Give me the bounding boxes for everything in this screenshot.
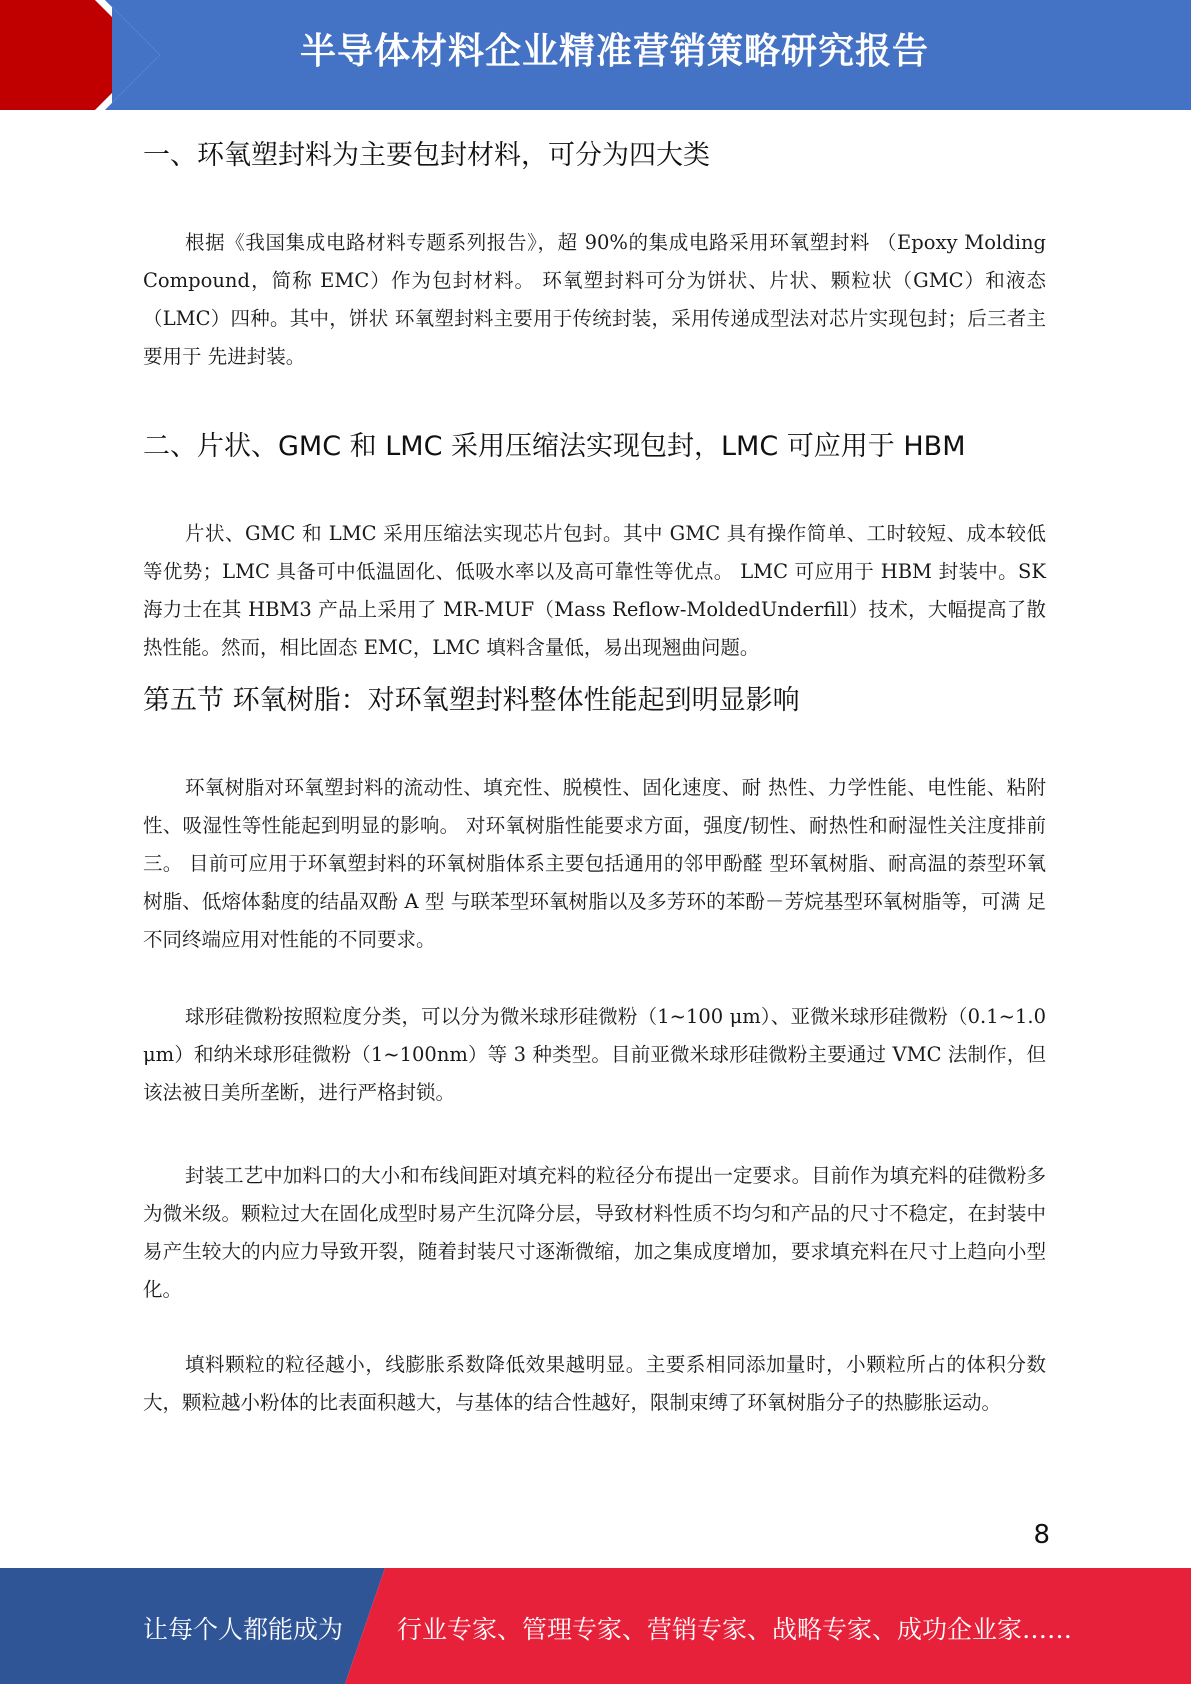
footer-slogan-left: 让每个人都能成为 xyxy=(143,1615,344,1644)
section-3-paragraph-2: 球形硅微粉按照粒度分类，可以分为微米球形硅微粉（1~100 μm）、亚微米球形硅微粉（0.1~1.0 μm）和纳米球形硅微粉（1~100nm）等 3 种类型。目前亚微米球形硅微粉主要通过 VMC 法制作，但该法被日美所垄断，进行严格封锁。 xyxy=(143,1005,1046,1104)
section-heading-3: 第五节 环氧树脂：对环氧塑封料整体性能起到明显影响 xyxy=(143,685,800,716)
report-title: 半导体材料企业精准营销策略研究报告 xyxy=(300,31,930,72)
page-footer xyxy=(0,1568,1191,1684)
section-heading-1: 一、环氧塑封料为主要包封材料，可分为四大类 xyxy=(143,140,710,171)
section-1-paragraph-1: 根据《我国集成电路材料专题系列报告》，超 90%的集成电路采用环氧塑封料 （Epoxy Molding Compound，简称 EMC）作为包封材料。 环氧塑封料可分为饼状、片状、颗粒状（GMC）和液态（LMC）四种。其中，饼状 环氧塑封料主要用于传统封装，采用传递成型法对芯片实现包封；后三者主要用于 先进封装。 xyxy=(143,231,1046,368)
section-3-paragraph-3: 封装工艺中加料口的大小和布线间距对填充料的粒径分布提出一定要求。目前作为填充料的硅微粉多为微米级。颗粒过大在固化成型时易产生沉降分层，导致材料性质不均匀和产品的尺寸不稳定，在封装中易产生较大的内应力导致开裂，随着封装尺寸逐渐微缩，加之集成度增加，要求填充料在尺寸上趋向小型化。 xyxy=(143,1164,1046,1301)
section-3-paragraph-4: 填料颗粒的粒径越小，线膨胀系数降低效果越明显。主要系相同添加量时，小颗粒所占的体积分数大，颗粒越小粉体的比表面积越大，与基体的结合性越好，限制束缚了环氧树脂分子的热膨胀运动。 xyxy=(143,1353,1046,1414)
section-3-paragraph-1: 环氧树脂对环氧塑封料的流动性、填充性、脱模性、固化速度、耐 热性、力学性能、电性能、粘附性、吸湿性等性能起到明显的影响。 对环氧树脂性能要求方面，强度/韧性、耐热性和耐湿性关注度排前 三。 目前可应用于环氧塑封料的环氧树脂体系主要包括通用的邻甲酚醛 型环氧树脂、耐高温的萘型环氧树脂、低熔体黏度的结晶双酚 A 型 与联苯型环氧树脂以及多芳环的苯酚－芳烷基型环氧树脂等，可满 足不同终端应用对性能的不同要求。 xyxy=(143,776,1046,951)
footer-slogan-right: 行业专家、管理专家、营销专家、战略专家、成功企业家…… xyxy=(397,1615,1073,1644)
section-2-paragraph-1: 片状、GMC 和 LMC 采用压缩法实现芯片包封。其中 GMC 具有操作简单、工时较短、成本较低等优势；LMC 具备可中低温固化、低吸水率以及高可靠性等优点。 LMC 可应用于 HBM 封装中。SK 海力士在其 HBM3 产品上采用了 MR-MUF（Mass Reflow-MoldedUnderfill）技术，大幅提高了散热性能。然而，相比固态 EMC，LMC 填料含量低，易出现翘曲问题。 xyxy=(143,522,1046,659)
section-heading-2: 二、片状、GMC 和 LMC 采用压缩法实现包封，LMC 可应用于 HBM xyxy=(143,431,966,462)
page-header xyxy=(0,0,1191,110)
page-number: 8 xyxy=(1033,1520,1050,1550)
